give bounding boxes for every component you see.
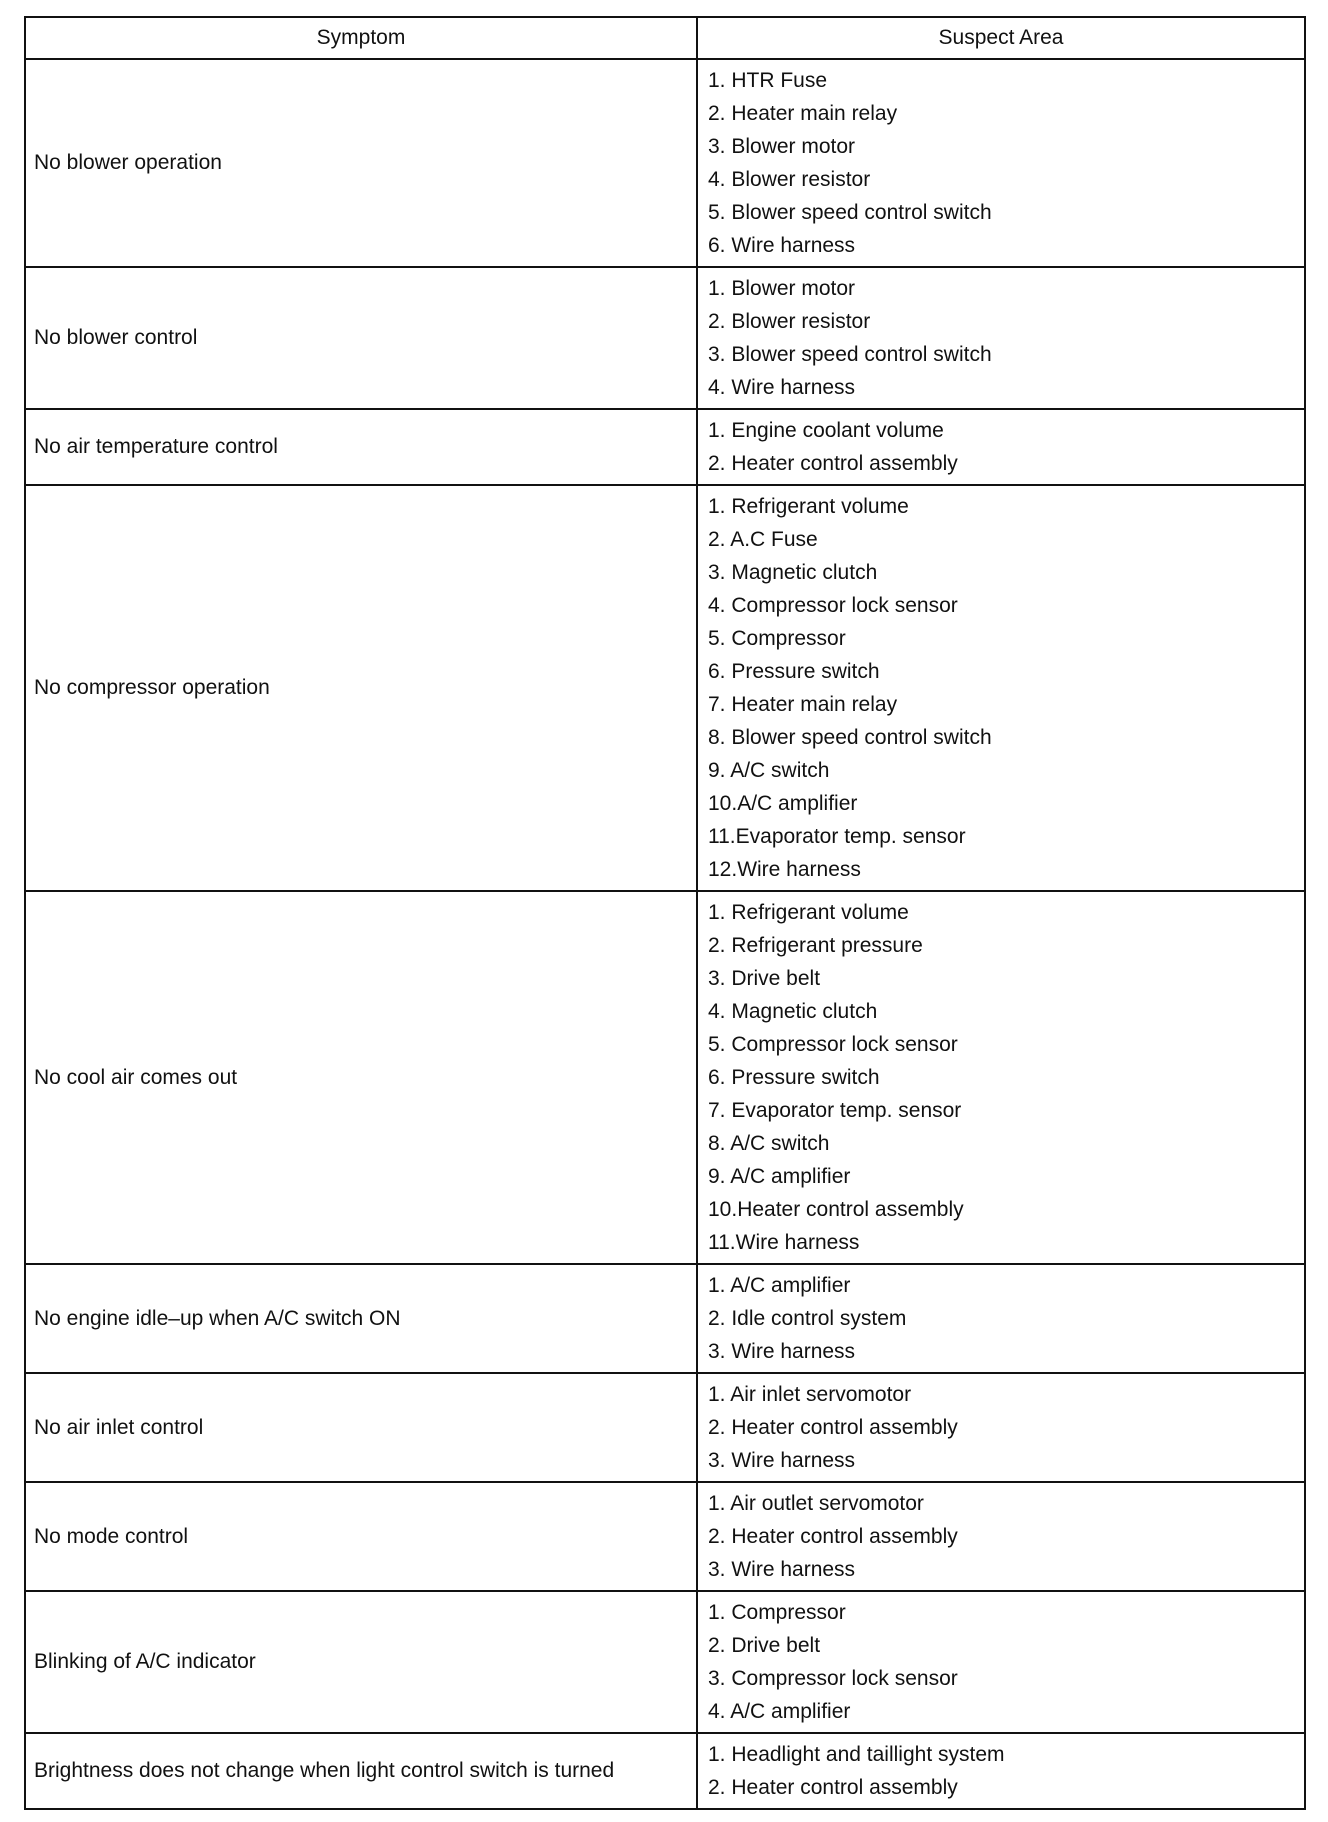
table-row: [25, 267, 1305, 409]
suspect-area-cell: [697, 1733, 1305, 1809]
symptom-cell: No blower operation: [25, 59, 697, 267]
table-row: [25, 891, 1305, 1264]
suspect-area-item: 3. Drive belt: [708, 967, 821, 990]
suspect-area-cell: [697, 891, 1305, 1264]
suspect-area-item: 10.Heater control assembly: [708, 1198, 964, 1221]
suspect-area-item: 2. Heater control assembly: [708, 1416, 958, 1439]
table-row: [25, 1482, 1305, 1591]
suspect-area-item: 1. Refrigerant volume: [708, 495, 909, 518]
symptom-cell: No blower control: [25, 267, 697, 409]
suspect-area-item: 9. A/C switch: [708, 759, 830, 782]
suspect-area-item: 11.Evaporator temp. sensor: [708, 825, 966, 848]
suspect-area-item: 1. Blower motor: [708, 277, 856, 300]
suspect-area-item: 1. Air outlet servomotor: [708, 1492, 924, 1515]
suspect-area-item: 2. Drive belt: [708, 1634, 821, 1657]
suspect-area-cell: [697, 409, 1305, 485]
suspect-area-item: 6. Pressure switch: [708, 1066, 880, 1089]
suspect-area-item: 1. Refrigerant volume: [708, 901, 909, 924]
suspect-area-item: 7. Evaporator temp. sensor: [708, 1099, 962, 1122]
suspect-area-cell: [697, 1264, 1305, 1373]
suspect-area-item: 5. Compressor: [708, 627, 846, 650]
table-row: [25, 485, 1305, 891]
table-header: [25, 17, 1305, 59]
suspect-area-item: 6. Pressure switch: [708, 660, 880, 683]
header-row: [25, 17, 1305, 59]
suspect-area-item: 4. Compressor lock sensor: [708, 594, 958, 617]
suspect-area-cell: [697, 1482, 1305, 1591]
suspect-area-item: 2. Blower resistor: [708, 310, 871, 333]
suspect-area-item: 2. Heater control assembly: [708, 1525, 958, 1548]
suspect-area-item: 9. A/C amplifier: [708, 1165, 851, 1188]
symptom-cell: Brightness does not change when light control switch is turned: [25, 1733, 697, 1809]
suspect-area-item: 1. A/C amplifier: [708, 1274, 851, 1297]
suspect-area-item: 3. Blower motor: [708, 135, 856, 158]
suspect-area-item: 2. A.C Fuse: [708, 528, 818, 551]
suspect-area-item: 1. Compressor: [708, 1601, 846, 1624]
symptom-cell: No cool air comes out: [25, 891, 697, 1264]
table-row: [25, 409, 1305, 485]
symptom-cell: No compressor operation: [25, 485, 697, 891]
suspect-area-item: 11.Wire harness: [708, 1231, 860, 1254]
suspect-area-item: 3. Wire harness: [708, 1449, 856, 1472]
suspect-area-item: 2. Heater main relay: [708, 102, 898, 125]
symptom-cell: No air inlet control: [25, 1373, 697, 1482]
suspect-area-item: 1. HTR Fuse: [708, 69, 828, 92]
suspect-area-item: 10.A/C amplifier: [708, 792, 858, 815]
suspect-area-item: 12.Wire harness: [708, 858, 861, 881]
suspect-area-item: 4. Blower resistor: [708, 168, 871, 191]
suspect-area-item: 1. Air inlet servomotor: [708, 1383, 912, 1406]
suspect-area-item: 5. Blower speed control switch: [708, 201, 992, 224]
suspect-area-cell: [697, 485, 1305, 891]
suspect-area-column-header: Suspect Area: [697, 17, 1305, 59]
suspect-area-item: 7. Heater main relay: [708, 693, 898, 716]
suspect-area-item: 8. A/C switch: [708, 1132, 830, 1155]
suspect-area-item: 8. Blower speed control switch: [708, 726, 992, 749]
suspect-area-item: 6. Wire harness: [708, 234, 856, 257]
suspect-area-item: 4. Wire harness: [708, 376, 856, 399]
suspect-area-item: 4. Magnetic clutch: [708, 1000, 878, 1023]
table-row: [25, 1733, 1305, 1809]
symptom-column-header: Symptom: [25, 17, 697, 59]
table-row: [25, 1373, 1305, 1482]
suspect-area-item: 3. Blower speed control switch: [708, 343, 992, 366]
suspect-area-cell: [697, 59, 1305, 267]
suspect-area-item: 2. Heater control assembly: [708, 452, 958, 475]
suspect-area-item: 1. Engine coolant volume: [708, 419, 944, 442]
table-body: [25, 59, 1305, 1809]
suspect-area-item: 3. Compressor lock sensor: [708, 1667, 958, 1690]
symptom-cell: No air temperature control: [25, 409, 697, 485]
table-row: [25, 59, 1305, 267]
suspect-area-item: 2. Heater control assembly: [708, 1776, 958, 1799]
suspect-area-item: 3. Magnetic clutch: [708, 561, 878, 584]
suspect-area-cell: [697, 1591, 1305, 1733]
suspect-area-item: 5. Compressor lock sensor: [708, 1033, 958, 1056]
symptom-cell: No engine idle–up when A/C switch ON: [25, 1264, 697, 1373]
suspect-area-item: 3. Wire harness: [708, 1558, 856, 1581]
suspect-area-item: 2. Refrigerant pressure: [708, 934, 923, 957]
suspect-area-item: 2. Idle control system: [708, 1307, 907, 1330]
table-row: [25, 1264, 1305, 1373]
suspect-area-item: 4. A/C amplifier: [708, 1700, 851, 1723]
symptom-cell: Blinking of A/C indicator: [25, 1591, 697, 1733]
suspect-area-item: 1. Headlight and taillight system: [708, 1743, 1005, 1766]
suspect-area-item: 3. Wire harness: [708, 1340, 856, 1363]
table-row: [25, 1591, 1305, 1733]
symptom-cell: No mode control: [25, 1482, 697, 1591]
suspect-area-cell: [697, 1373, 1305, 1482]
suspect-area-cell: [697, 267, 1305, 409]
troubleshooting-table: [24, 16, 1306, 1810]
